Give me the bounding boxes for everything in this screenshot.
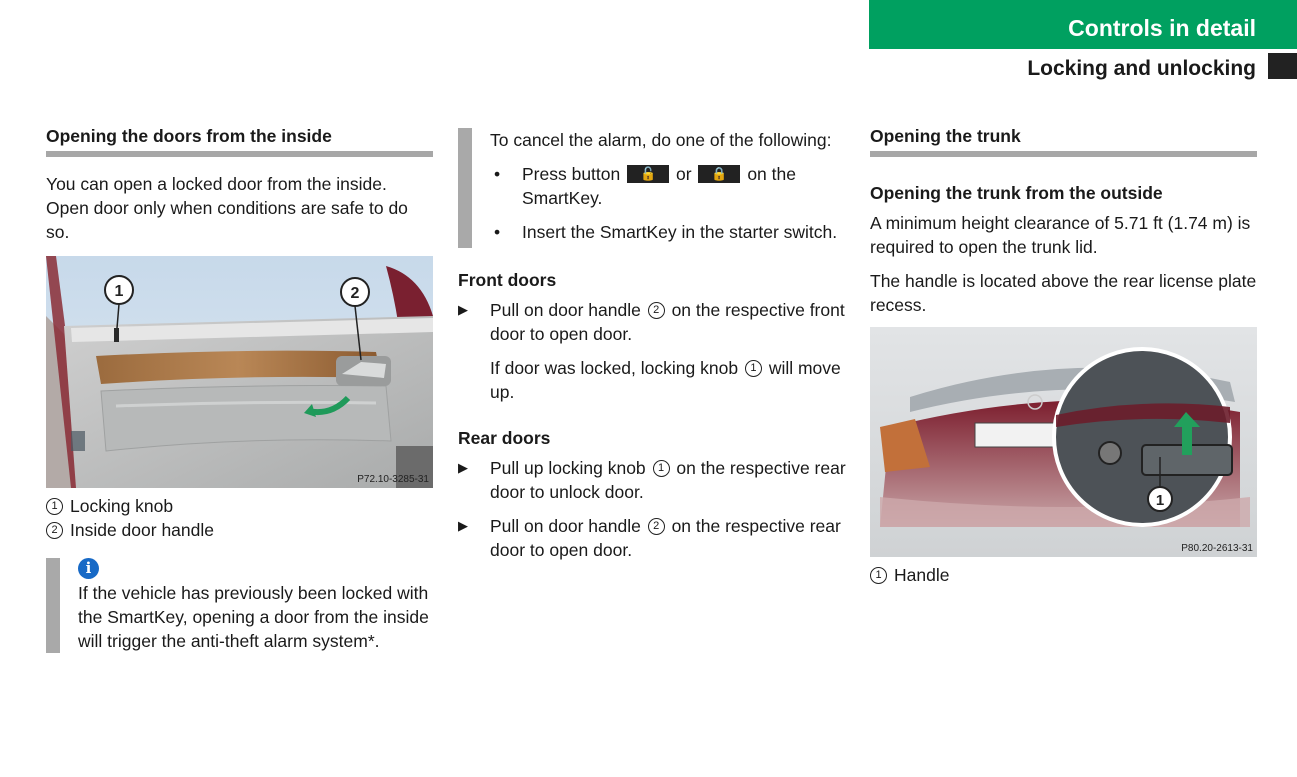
- list-item: [490, 220, 850, 244]
- door-interior-illustration: [46, 256, 433, 488]
- trunk-illustration: [870, 327, 1257, 557]
- section-tab: [869, 0, 1297, 49]
- trunk-figure: [870, 327, 1257, 557]
- figure-legend: [870, 563, 1257, 587]
- bullet-text: or: [676, 164, 692, 184]
- step-item: [458, 514, 850, 562]
- rear-doors-heading: Rear doors: [458, 428, 551, 448]
- alarm-intro: To cancel the alarm, do one of the following:: [490, 130, 832, 150]
- legend-label: Inside door handle: [70, 520, 214, 540]
- step-item: [458, 298, 850, 346]
- clearance-paragraph: A minimum height clearance of 5.71 ft (1.74 m) is required to open the trunk lid.: [870, 213, 1251, 257]
- front-doors-steps: [458, 298, 850, 346]
- step-text: Pull up locking knob: [490, 458, 646, 478]
- intro-paragraph: You can open a locked door from the inside. Open door only when conditions are safe to do so.: [46, 174, 408, 242]
- list-item: [490, 162, 850, 210]
- step-text: on the respective front door to open door.: [490, 300, 845, 344]
- inline-number: 1: [745, 360, 762, 377]
- legend-item: [870, 563, 1257, 587]
- section-heading: Opening the trunk: [870, 124, 1257, 157]
- callout-number: 1: [1155, 492, 1165, 509]
- bullet: •: [494, 164, 501, 184]
- followup-text: If door was locked, locking knob: [490, 358, 739, 378]
- inline-number: 2: [648, 302, 665, 319]
- step-arrow-icon: ▶: [458, 518, 468, 533]
- legend-label: Locking knob: [70, 496, 174, 516]
- note-sidebar: [46, 558, 60, 653]
- figure-code: P72.10-3285-31: [357, 474, 429, 485]
- note-text: If the vehicle has previously been locked with the SmartKey, opening a door from the inside will trigger the anti-theft alarm system*.: [78, 583, 429, 651]
- alarm-cancel-box: [458, 128, 850, 248]
- figure-code: P80.20-2613-31: [1181, 543, 1253, 554]
- callout-number: 1: [114, 283, 124, 300]
- alarm-options-list: [490, 162, 850, 244]
- bullet-text: on the SmartKey.: [522, 164, 796, 208]
- inline-number: 1: [653, 460, 670, 477]
- step-arrow-icon: ▶: [458, 302, 468, 317]
- step-text: Pull on door handle: [490, 300, 641, 320]
- legend-label: Handle: [894, 565, 950, 585]
- legend-number: 1: [870, 567, 887, 584]
- subsection-title: Locking and unlocking: [1027, 57, 1256, 80]
- figure-legend: [46, 494, 433, 542]
- page-edge-marker: [1268, 53, 1297, 79]
- inline-number: 2: [648, 518, 665, 535]
- step-arrow-icon: ▶: [458, 460, 468, 475]
- handle-location-paragraph: The handle is located above the rear license plate recess.: [870, 271, 1257, 315]
- legend-item: [46, 518, 433, 542]
- step-text: on the respective rear door to open door.: [490, 516, 841, 560]
- bullet-text: Insert the SmartKey in the starter switch.: [522, 222, 838, 242]
- trunk-outside-heading: Opening the trunk from the outside: [870, 183, 1163, 203]
- bullet-text: Press button: [522, 164, 621, 184]
- front-doors-heading: Front doors: [458, 270, 557, 290]
- lock-key-icon: 🔒: [698, 165, 740, 183]
- legend-item: [46, 494, 433, 518]
- legend-number: 2: [46, 522, 63, 539]
- column-alarm-doors: [458, 124, 850, 572]
- column-doors-inside: [46, 124, 433, 653]
- step-text: on the respective rear door to unlock door.: [490, 458, 846, 502]
- step-item: [458, 456, 850, 504]
- section-heading: Opening the doors from the inside: [46, 124, 433, 157]
- front-doors-followup: [458, 356, 850, 404]
- legend-number: 1: [46, 498, 63, 515]
- door-interior-figure: [46, 256, 433, 488]
- rear-doors-steps: [458, 456, 850, 562]
- step-text: Pull on door handle: [490, 516, 641, 536]
- section-title: Controls in detail: [1068, 15, 1256, 41]
- info-icon: i: [78, 558, 99, 579]
- followup-text: will move up.: [490, 358, 841, 402]
- note-sidebar: [458, 128, 472, 248]
- bullet: •: [494, 222, 501, 242]
- callout-number: 2: [350, 285, 360, 302]
- unlock-key-icon: 🔓: [627, 165, 669, 183]
- column-trunk: [870, 124, 1257, 587]
- info-note: [46, 558, 433, 653]
